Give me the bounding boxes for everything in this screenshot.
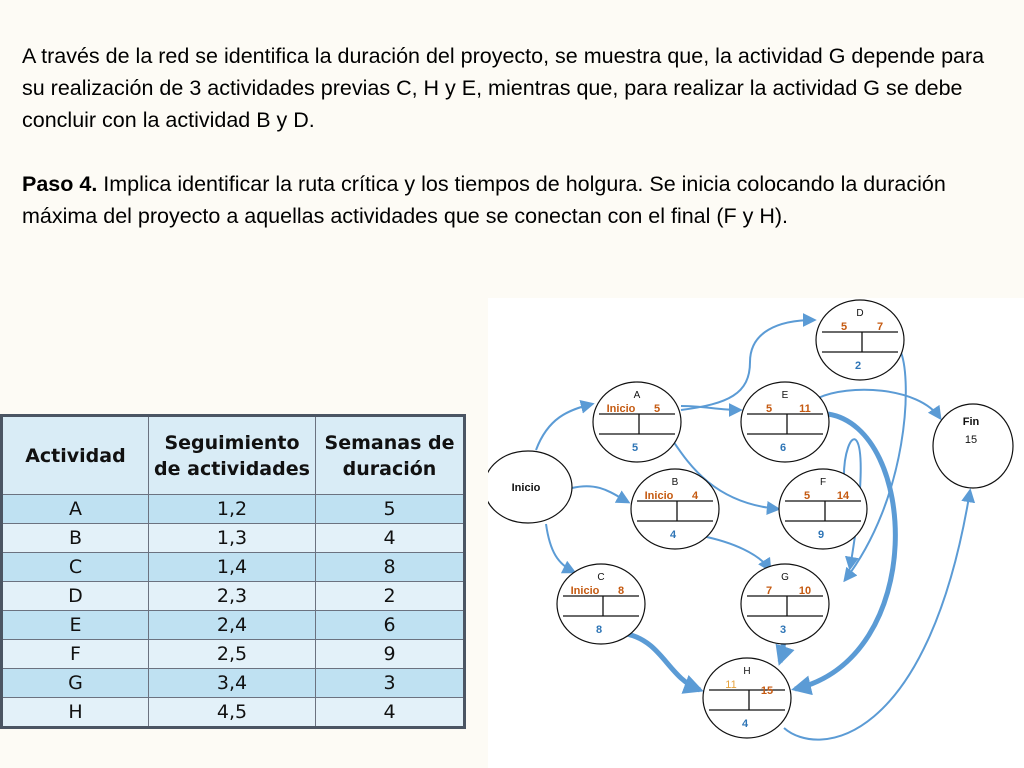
node-label: G — [781, 572, 789, 583]
cell-activity: D — [2, 582, 149, 611]
node-duration: 6 — [779, 442, 787, 454]
activity-node-h — [703, 658, 791, 738]
text-block — [22, 40, 1012, 232]
cell-weeks: 4 — [316, 524, 465, 553]
cell-weeks: 9 — [316, 640, 465, 669]
cell-tracking: 1,3 — [148, 524, 315, 553]
network-diagram — [488, 298, 1024, 768]
table-header-row — [2, 416, 465, 495]
node-label: A — [633, 390, 641, 401]
activity-node-c — [557, 564, 645, 644]
header-activity: Actividad — [2, 416, 149, 495]
node-left-value: 7 — [765, 585, 773, 597]
cell-tracking: 2,4 — [148, 611, 315, 640]
cell-weeks: 5 — [316, 495, 465, 524]
node-duration: 3 — [779, 624, 787, 636]
table-row — [2, 611, 465, 640]
node-right-value: 4 — [691, 490, 699, 502]
table-row — [2, 640, 465, 669]
node-right-value: 8 — [617, 585, 625, 597]
arrow-start-b — [572, 486, 628, 502]
node-right-value: 5 — [653, 403, 661, 415]
node-left-value: 11 — [725, 679, 737, 691]
table-row — [2, 669, 465, 698]
node-duration: 9 — [817, 529, 825, 541]
node-duration: 4 — [669, 529, 677, 541]
node-label: E — [781, 390, 789, 401]
header-tracking: Seguimiento de actividades — [148, 416, 315, 495]
end-node-label: Fin — [962, 416, 980, 428]
arrow-b-g — [702, 536, 770, 570]
activity-node-d — [816, 300, 904, 380]
node-left-value: Inicio — [644, 490, 674, 502]
node-label: B — [671, 477, 679, 488]
node-label: H — [743, 666, 751, 677]
step4-label: Paso 4. — [22, 172, 98, 196]
table-row — [2, 553, 465, 582]
arrow-start-c — [546, 524, 574, 572]
cell-weeks: 6 — [316, 611, 465, 640]
node-duration: 8 — [595, 624, 603, 636]
node-right-value: 14 — [836, 490, 850, 502]
node-left-value: Inicio — [606, 403, 636, 415]
cell-tracking: 1,4 — [148, 553, 315, 582]
node-label: F — [819, 477, 827, 488]
table-row — [2, 495, 465, 524]
cell-weeks: 3 — [316, 669, 465, 698]
cell-activity: B — [2, 524, 149, 553]
node-label: C — [597, 572, 605, 583]
activity-node-g — [741, 564, 829, 644]
cell-activity: G — [2, 669, 149, 698]
cell-activity: E — [2, 611, 149, 640]
cell-weeks: 8 — [316, 553, 465, 582]
node-left-value: 5 — [803, 490, 811, 502]
node-label: D — [856, 308, 864, 319]
header-weeks: Semanas de duración — [316, 416, 465, 495]
cell-tracking: 2,5 — [148, 640, 315, 669]
node-left-value: 5 — [840, 321, 848, 333]
start-node-label: Inicio — [511, 482, 541, 494]
table-row — [2, 698, 465, 728]
node-right-value: 15 — [760, 685, 774, 697]
cell-tracking: 1,2 — [148, 495, 315, 524]
node-right-value: 7 — [876, 321, 884, 333]
node-left-value: 5 — [765, 403, 773, 415]
table-row — [2, 582, 465, 611]
step4-paragraph — [22, 168, 1012, 232]
cell-activity: H — [2, 698, 149, 728]
node-duration: 2 — [854, 360, 862, 372]
end-node-value: 15 — [964, 434, 978, 446]
activity-node-f — [779, 469, 867, 549]
node-duration: 4 — [741, 718, 749, 730]
cell-weeks: 2 — [316, 582, 465, 611]
node-right-value: 10 — [798, 585, 812, 597]
arrow-start-a — [536, 404, 592, 450]
cell-tracking: 4,5 — [148, 698, 315, 728]
activity-node-a — [593, 382, 681, 462]
activity-node-e — [741, 382, 829, 462]
cell-weeks: 4 — [316, 698, 465, 728]
intro-paragraph: A través de la red se identifica la duración del proyecto, se muestra que, la actividad G depende para su realización de 3 actividades previas C, H y E, mientras que, para realizar la actividad G se debe concluir con la actividad B y D. — [22, 44, 985, 132]
step4-text: Implica identificar la ruta crítica y los tiempos de holgura. Se inicia colocando la duración máxima del proyecto a aquellas actividades que se conectan con el final (F y H). — [22, 172, 946, 228]
node-duration: 5 — [631, 442, 639, 454]
cell-activity: F — [2, 640, 149, 669]
node-right-value: 11 — [799, 403, 811, 415]
cell-tracking: 3,4 — [148, 669, 315, 698]
activity-table — [0, 414, 466, 729]
network-diagram-panel — [488, 298, 1024, 768]
table-row — [2, 524, 465, 553]
node-left-value: Inicio — [570, 585, 600, 597]
cell-tracking: 2,3 — [148, 582, 315, 611]
cell-activity: C — [2, 553, 149, 582]
arrow-c-h-critical — [627, 634, 700, 690]
cell-activity: A — [2, 495, 149, 524]
activity-node-b — [631, 469, 719, 549]
